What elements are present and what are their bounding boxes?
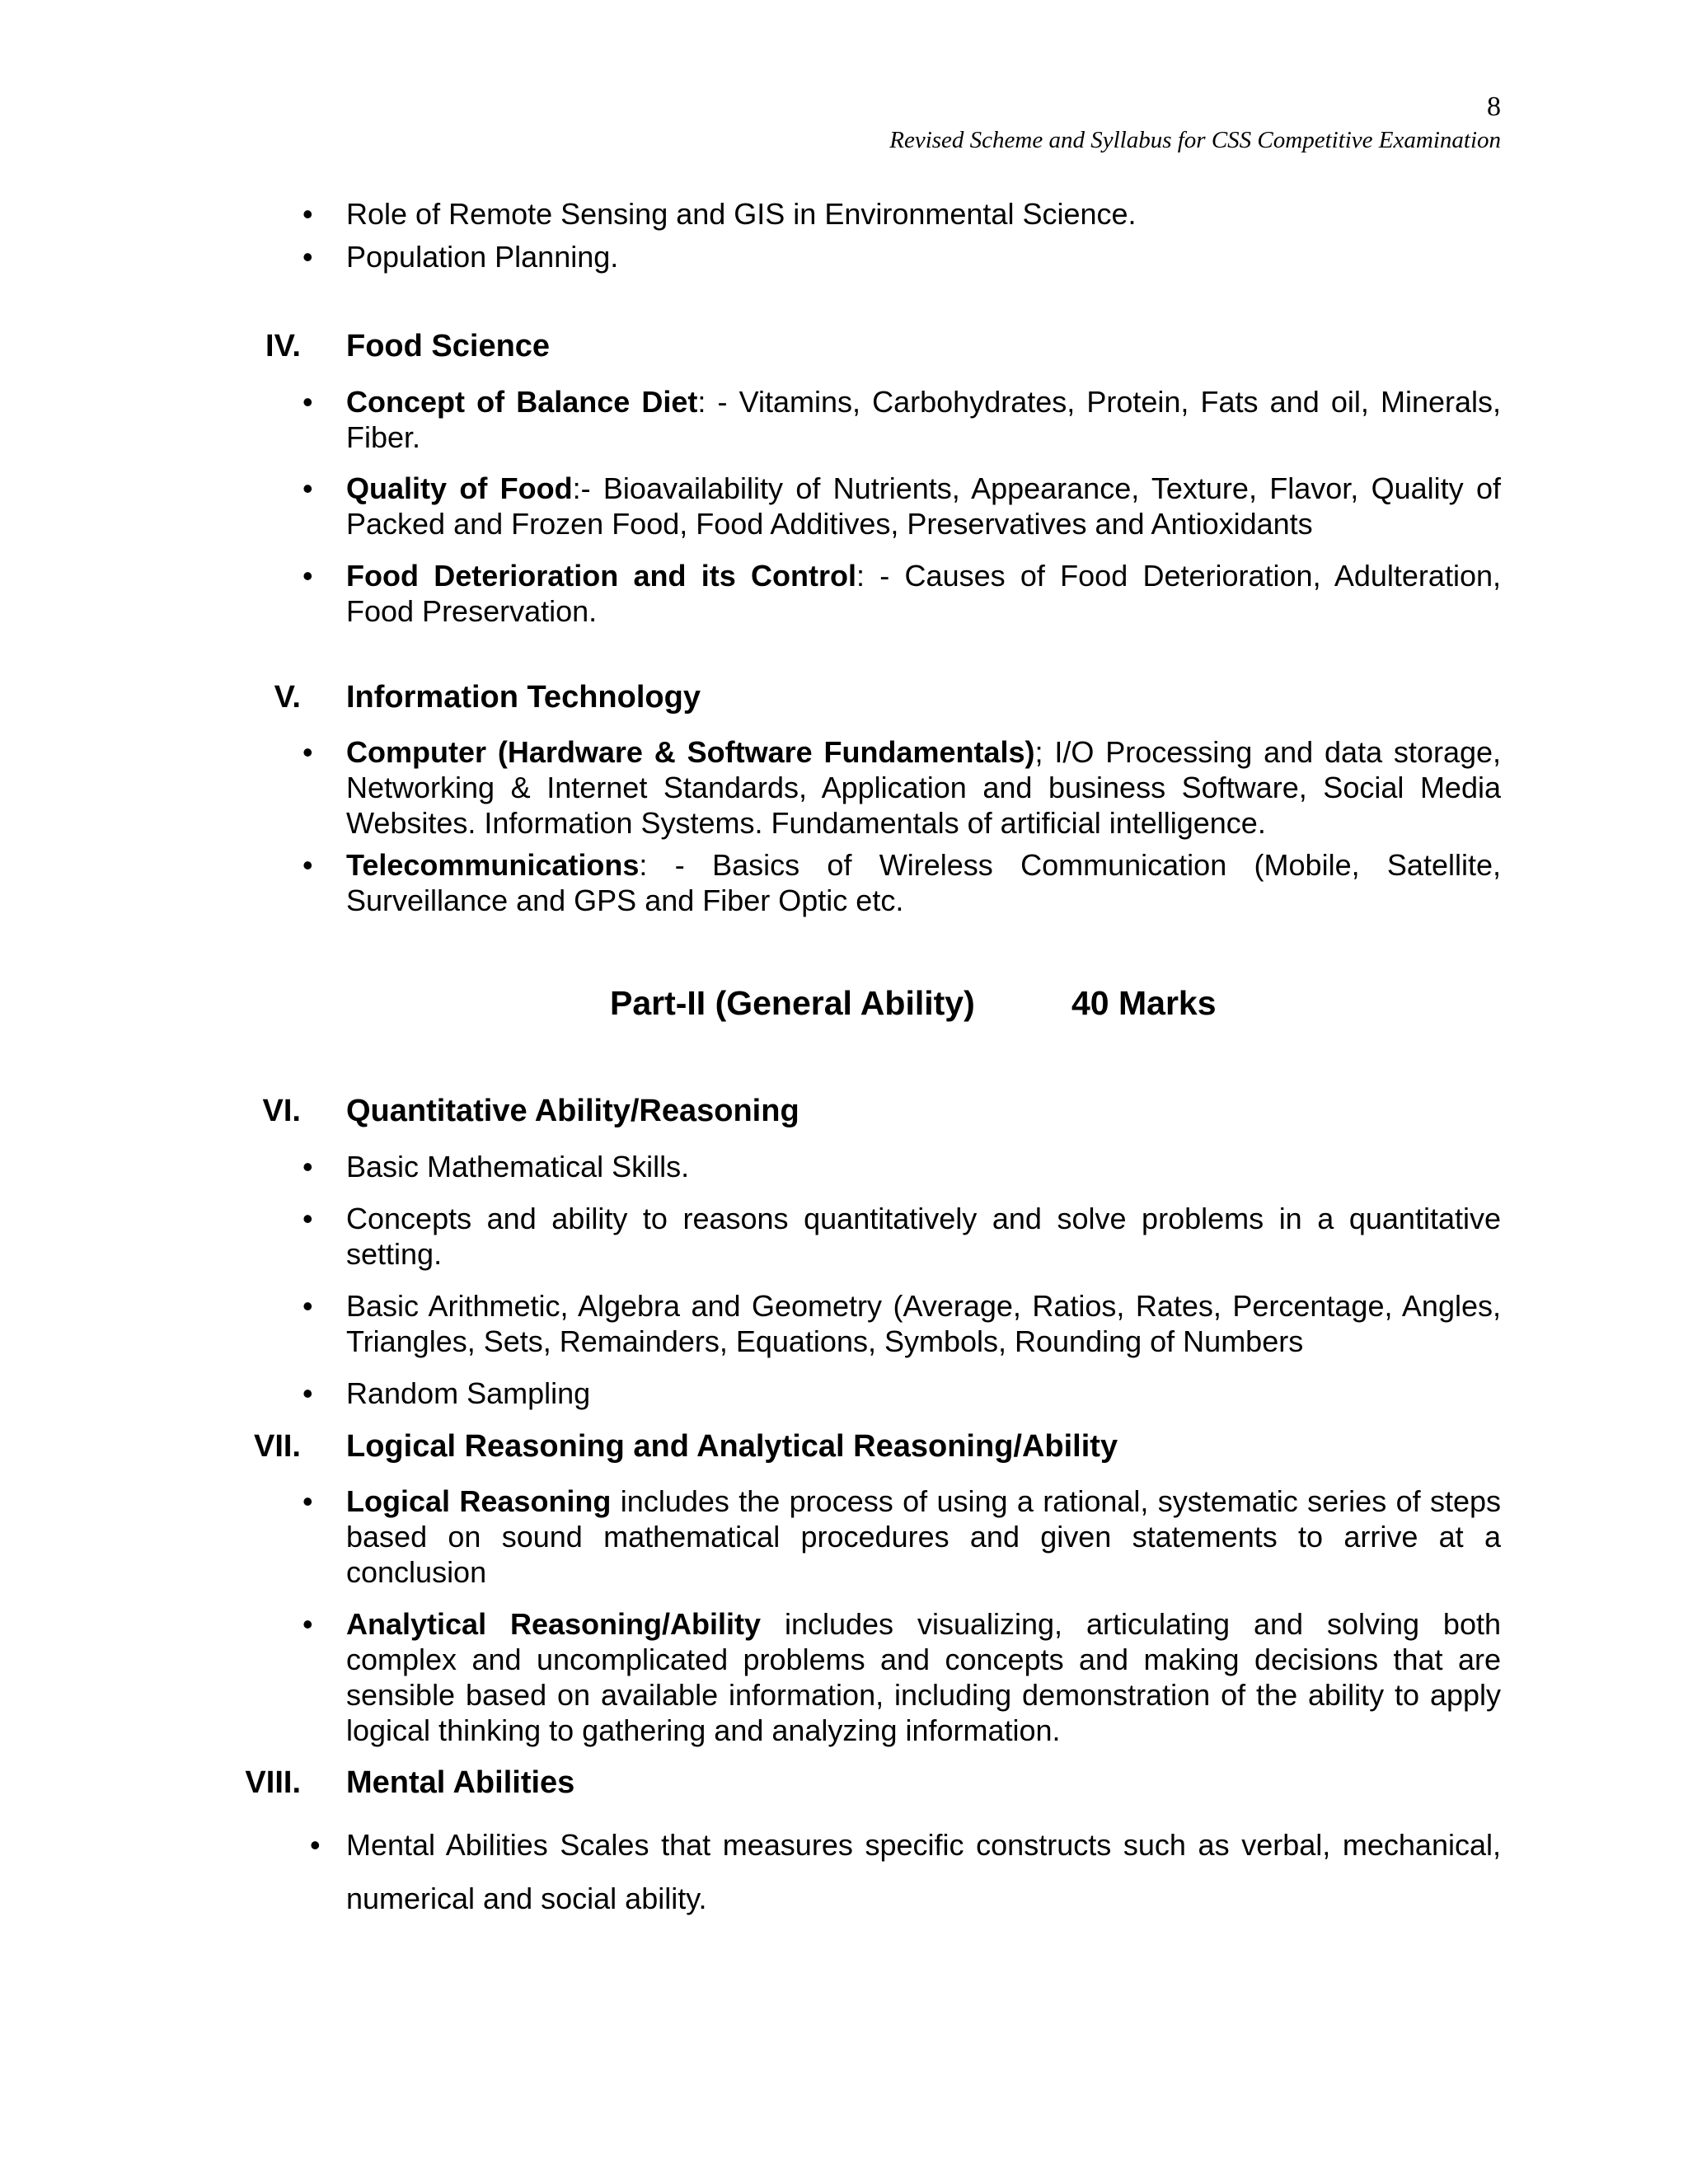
section-title: Quantitative Ability/Reasoning	[346, 1094, 799, 1128]
section-numeral: IV.	[265, 329, 301, 363]
list-item	[297, 1818, 1501, 1925]
list-item-text: Basic Mathematical Skills.	[346, 1150, 690, 1183]
list-item	[297, 196, 1501, 232]
top-bullet-list	[297, 196, 1501, 274]
item-term: Analytical Reasoning/Ability	[346, 1607, 762, 1641]
section-numeral: V.	[274, 680, 301, 715]
bullet-icon: •	[302, 197, 313, 231]
list-item-text: Population Planning.	[346, 240, 619, 274]
bullet-icon: •	[302, 1289, 313, 1323]
item-text: ; I/O Processing and data storage, Networking & Internet Standards, Application and business Software, Social Media Websites. Information Systems. Fundamentals of artificial intelligence.	[346, 735, 1502, 840]
list-item	[297, 239, 1501, 274]
list-item	[297, 1288, 1501, 1359]
item-term: Quality of Food	[346, 471, 573, 505]
part-heading	[610, 982, 1217, 1024]
list-item-text: Role of Remote Sensing and GIS in Environmental Science.	[346, 197, 1137, 231]
part-title: Part-II (General Ability)	[610, 984, 975, 1022]
list-item	[297, 558, 1501, 629]
bullet-icon: •	[302, 1484, 313, 1518]
section-numeral: VI.	[262, 1094, 301, 1128]
bullet-icon: •	[302, 559, 313, 593]
section-numeral: VII.	[253, 1429, 301, 1464]
information-technology-list	[297, 734, 1501, 918]
section-title: Information Technology	[346, 680, 701, 715]
running-header: Revised Scheme and Syllabus for CSS Competitive Examination	[889, 127, 1501, 153]
list-item	[297, 1483, 1501, 1590]
section-numeral: VIII.	[245, 1765, 301, 1800]
logical-reasoning-list	[297, 1483, 1501, 1748]
bullet-icon: •	[302, 1607, 313, 1641]
item-text: : - Causes of Food Deterioration, Adulteration, Food Preservation.	[346, 559, 1501, 628]
item-text: : - Vitamins, Carbohydrates, Protein, Fats and oil, Minerals, Fiber.	[346, 385, 1502, 454]
list-item	[297, 1149, 1501, 1184]
part-marks: 40 Marks	[1071, 984, 1217, 1022]
section-title: Mental Abilities	[346, 1765, 575, 1800]
item-text: includes visualizing, articulating and solving both complex and uncomplicated problems and concepts and making decisions that are sensible based on available information, including demonstration of the ability to apply logical thinking to gathering and analyzing information.	[346, 1607, 1501, 1747]
item-text: :- Bioavailability of Nutrients, Appearance, Texture, Flavor, Quality of Packed and Frozen Food, Food Additives, Preservatives and Antioxidants	[346, 471, 1501, 541]
bullet-icon: •	[302, 735, 313, 769]
list-item	[297, 1606, 1501, 1748]
bullet-icon: •	[302, 1202, 313, 1235]
bullet-icon: •	[302, 1150, 313, 1183]
bullet-icon: •	[302, 385, 313, 419]
bullet-icon: •	[310, 1828, 321, 1862]
bullet-icon: •	[302, 1376, 313, 1410]
item-term: Telecommunications	[346, 848, 640, 882]
item-term: Logical Reasoning	[346, 1484, 612, 1518]
list-item	[297, 847, 1501, 918]
item-term: Concept of Balance Diet	[346, 385, 698, 419]
item-term: Food Deterioration and its Control	[346, 559, 857, 593]
item-text: : - Basics of Wireless Communication (Mobile, Satellite, Surveillance and GPS and Fiber Optic etc.	[346, 848, 1501, 917]
item-text: includes the process of using a rational, systematic series of steps based on sound mathematical procedures and given statements to arrive at a conclusion	[346, 1484, 1502, 1589]
section-title: Food Science	[346, 329, 551, 363]
section-title: Logical Reasoning and Analytical Reasoning/Ability	[346, 1429, 1118, 1464]
bullet-icon: •	[302, 471, 313, 505]
item-term: Computer (Hardware & Software Fundamentals)	[346, 735, 1035, 769]
page-number: 8	[1487, 91, 1501, 122]
list-item-text: Concepts and ability to reasons quantitatively and solve problems in a quantitative setting.	[346, 1202, 1501, 1271]
bullet-icon: •	[302, 240, 313, 274]
list-item	[297, 1376, 1501, 1411]
list-item	[297, 384, 1501, 455]
quantitative-list	[297, 1149, 1501, 1411]
list-item	[297, 734, 1501, 841]
food-science-list	[297, 384, 1501, 629]
bullet-icon: •	[302, 848, 313, 882]
mental-abilities-list	[297, 1818, 1501, 1925]
list-item-text: Mental Abilities Scales that measures specific constructs such as verbal, mechanical, numerical and social ability.	[346, 1828, 1501, 1915]
list-item	[297, 1201, 1501, 1272]
list-item-text: Random Sampling	[346, 1376, 591, 1410]
list-item-text: Basic Arithmetic, Algebra and Geometry (Average, Ratios, Rates, Percentage, Angles, Triangles, Sets, Remainders, Equations, Symbols, Rounding of Numbers	[346, 1289, 1501, 1358]
list-item	[297, 471, 1501, 541]
